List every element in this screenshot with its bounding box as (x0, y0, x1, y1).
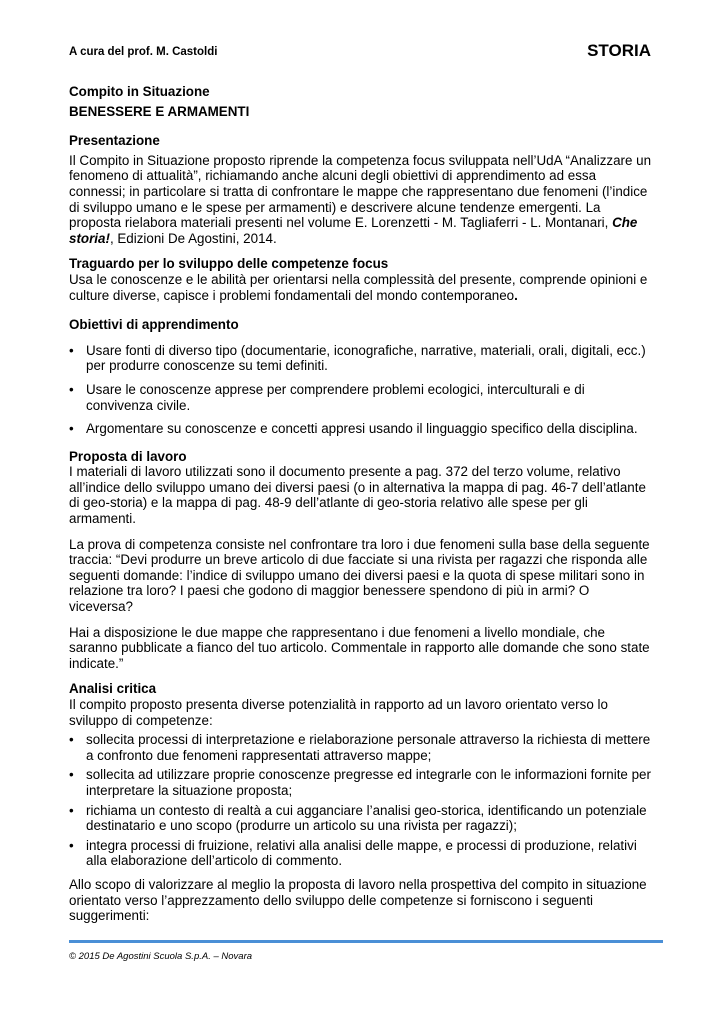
footer-divider (69, 940, 663, 943)
list-item-text: sollecita processi di interpretazione e rielaborazione personale attraverso la richiesta di mettere a confronto due fenomeni rappresentati attraverso mappe; (86, 732, 651, 763)
header-subject: STORIA (587, 41, 651, 60)
obiettivi-heading: Obiettivi di apprendimento (69, 317, 239, 333)
traguardo-heading: Traguardo per lo sviluppo delle competenze focus (69, 256, 389, 272)
bullet-icon: • (69, 837, 74, 853)
list-item-text: integra processi di fruizione, relativi alla analisi delle mappe, e processi di produzione, relativi alla elaborazione dell’articolo di commento. (86, 837, 637, 869)
header-author: A cura del prof. M. Castoldi (69, 46, 218, 58)
list-item (69, 382, 655, 413)
bullet-icon: • (69, 342, 74, 358)
list-item (69, 838, 655, 869)
presentazione-text-b: , Edizioni De Agostini, 2014. (109, 230, 277, 246)
presentazione-text-a: Il Compito in Situazione proposto riprende la competenza focus sviluppata nell’UdA “Analizzare un fenomeno di attualità”, richiamando anche alcuni degli obiettivi di apprendimento ad essa connessi; in particolare si tratta di confrontare le mappe che rappresentano due fenomeni (l’indice di sviluppo umano e le spese per armamenti) e descrivere alcune tendenze emergenti. La proposta rielabora materiali presenti nel volume E. Lorenzetti - M. Tagliaferri - L. Montanari, (69, 152, 652, 231)
bullet-icon: • (69, 732, 74, 748)
analisi-intro: Il compito proposto presenta diverse potenzialità in rapporto ad un lavoro orientato verso lo sviluppo di competenze: (69, 697, 608, 728)
list-item (69, 421, 655, 437)
bullet-icon: • (69, 802, 74, 818)
book-title: Che storia! (69, 215, 638, 246)
proposta-p1: I materiali di lavoro utilizzati sono il documento presente a pag. 372 del terzo volume, relativo all’indice dello sviluppo umano dei diversi paesi (o in alternativa la mappa di pag. 46-7 dell’atlante di geo-storia) e la mappa di pag. 48-9 dell’atlante di geo-storia relativo alle spese per gli armamenti. (69, 464, 646, 527)
bullet-icon: • (69, 767, 74, 783)
proposta-p2: La prova di competenza consiste nel confrontare tra loro i due fenomeni sulla base della seguente traccia: “Devi produrre un breve articolo di due facciate si una rivista per ragazzi che risponda alle seguenti domande: l’indice di sviluppo umano dei diversi paesi e la quota di spese militari sono in relazione tra loro? I paesi che godono di maggior benessere spendono di più in armi? O viceversa? (69, 536, 650, 615)
list-item (69, 803, 655, 834)
list-item-text: sollecita ad utilizzare proprie conoscenze pregresse ed integrarle con le informazioni fornite per interpretare la situazione proposta; (86, 767, 651, 798)
analisi-closing: Allo scopo di valorizzare al meglio la proposta di lavoro nella prospettiva del compito in situazione orientato verso l’apprezzamento dello sviluppo delle competenze si forniscono i seguenti suggerimenti: (69, 876, 647, 924)
doc-title-line1: Compito in Situazione (69, 84, 210, 99)
list-item-text: richiama un contesto di realtà a cui agganciare l’analisi geo-storica, identificando un potenziale destinatario e uno scopo (produrre un articolo su una rivista per ragazzi); (86, 802, 647, 834)
bullet-icon: • (69, 421, 74, 437)
footer-copyright: © 2015 De Agostini Scuola S.p.A. – Novara (69, 951, 253, 962)
presentazione-heading: Presentazione (69, 133, 160, 149)
list-item (69, 767, 655, 798)
traguardo-body: Usa le conoscenze e le abilità per orientarsi nella complessità del presente, comprende opinioni e culture diverse, capisce i problemi fondamentali del mondo contemporaneo (69, 271, 648, 303)
obiettivi-list (69, 343, 655, 437)
traguardo-text (69, 272, 655, 303)
presentazione-text (69, 153, 655, 247)
list-item (69, 343, 655, 374)
proposta-p3: Hai a disposizione le due mappe che rappresentano i due fenomeni a livello mondiale, che saranno pubblicate a fianco del tuo articolo. Commentale in rapporto alle domande che sono state indicate.” (69, 624, 650, 671)
list-item (69, 732, 655, 763)
document-body (69, 84, 655, 924)
bullet-icon: • (69, 381, 74, 397)
proposta-heading: Proposta di lavoro (69, 448, 187, 464)
list-item-text: Usare le conoscenze apprese per comprendere problemi ecologici, interculturali e di convivenza civile. (86, 381, 585, 413)
analisi-heading: Analisi critica (69, 681, 157, 697)
doc-title-line2: BENESSERE E ARMAMENTI (69, 103, 250, 119)
analisi-list (69, 732, 655, 869)
traguardo-end: . (514, 287, 518, 303)
list-item-text: Usare fonti di diverso tipo (documentarie, iconografiche, narrative, materiali, orali, digitali, ecc.) per produrre conoscenze su temi definiti. (86, 342, 646, 374)
list-item-text: Argomentare su conoscenze e concetti appresi usando il linguaggio specifico della disciplina. (86, 421, 638, 437)
